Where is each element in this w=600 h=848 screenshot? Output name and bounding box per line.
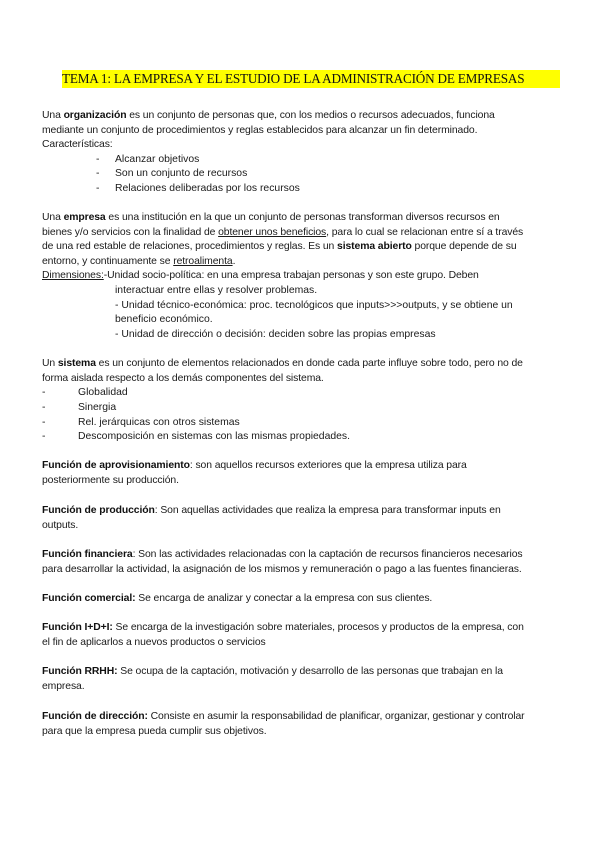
list-item-text: Relaciones deliberadas por los recursos — [115, 183, 300, 194]
sistema-paragraph: Un sistema es un conjunto de elementos relacionados en donde cada parte influye sobre todo, pero no de forma aislada respecto a los demás componentes del sistema. — [42, 358, 523, 384]
page-title: TEMA 1: LA EMPRESA Y EL ESTUDIO DE LA ADMINISTRACIÓN DE EMPRESAS — [62, 70, 560, 88]
list-item-text: Sinergia — [78, 402, 117, 413]
dimension-line: - Unidad de dirección o decisión: deciden sobre las propias empresas — [115, 329, 436, 340]
list-item-text: Rel. jerárquicas con otros sistemas — [78, 417, 240, 428]
list-item: - — [42, 387, 46, 398]
empresa-paragraph: Una empresa es una institución en la que un conjunto de personas transforman diversos recursos en bienes y/o servicios con la finalidad de obtener unos beneficios, para lo cual se relacionan entre sí a través de una red estable de relaciones, procedimientos y reglas. Es un sistema abierto porque depende de su entorno, y continuamente se retroalimenta. Dimensiones:-Unidad socio-política: en una empresa trabajan personas y son este grupo. Deben — [42, 212, 524, 282]
dimension-line: interactuar entre ellas y resolver problemas. — [115, 285, 318, 296]
funcion-idi: Función I+D+I: Se encarga de la investigación sobre materiales, procesos y productos de la empresa, con el fin de aplicarlos a nuevos productos o servicios — [42, 622, 524, 648]
dimension-line: beneficio económico. — [115, 314, 213, 325]
list-item: - — [42, 431, 46, 442]
list-item: - — [96, 154, 100, 165]
list-item-text: Alcanzar objetivos — [115, 154, 200, 165]
list-item: - — [42, 417, 46, 428]
funcion-produccion: Función de producción: Son aquellas actividades que realiza la empresa para transformar inputs en outputs. — [42, 505, 501, 531]
funcion-rrhh: Función RRHH: Se ocupa de la captación, motivación y desarrollo de las personas que trabajan en la empresa. — [42, 666, 503, 692]
dimension-line: - Unidad técnico-económica: proc. tecnológicos que inputs>>>outputs, y se obtiene un — [115, 300, 513, 311]
list-item-text: Descomposición en sistemas con las mismas propiedades. — [78, 431, 351, 442]
list-item-text: Son un conjunto de recursos — [115, 168, 248, 179]
list-item-text: Globalidad — [78, 387, 128, 398]
funcion-financiera: Función financiera: Son las actividades relacionadas con la captación de recursos financieros necesarios para desarrollar la actividad, la asignación de los mismos y remuneración o pago a las fuentes financieras. — [42, 549, 523, 575]
list-item: - — [96, 183, 100, 194]
funcion-comercial: Función comercial: Se encarga de analizar y conectar a la empresa con sus clientes. — [42, 593, 433, 604]
funcion-direccion: Función de dirección: Consiste en asumir la responsabilidad de planificar, organizar, gestionar y controlar para que la empresa pueda cumplir sus objetivos. — [42, 711, 525, 737]
dimensiones-label: Dimensiones: — [42, 270, 104, 282]
list-item: - — [96, 168, 100, 179]
list-item: - — [42, 402, 46, 413]
organizacion-paragraph: Una organización es un conjunto de personas que, con los medios o recursos adecuados, funciona mediante un conjunto de procedimientos y reglas establecidos para alcanzar un fin determinado. Características: — [42, 110, 495, 151]
funcion-aprovisionamiento: Función de aprovisionamiento: son aquellos recursos exteriores que la empresa utiliza para posteriormente su producción. — [42, 460, 467, 486]
